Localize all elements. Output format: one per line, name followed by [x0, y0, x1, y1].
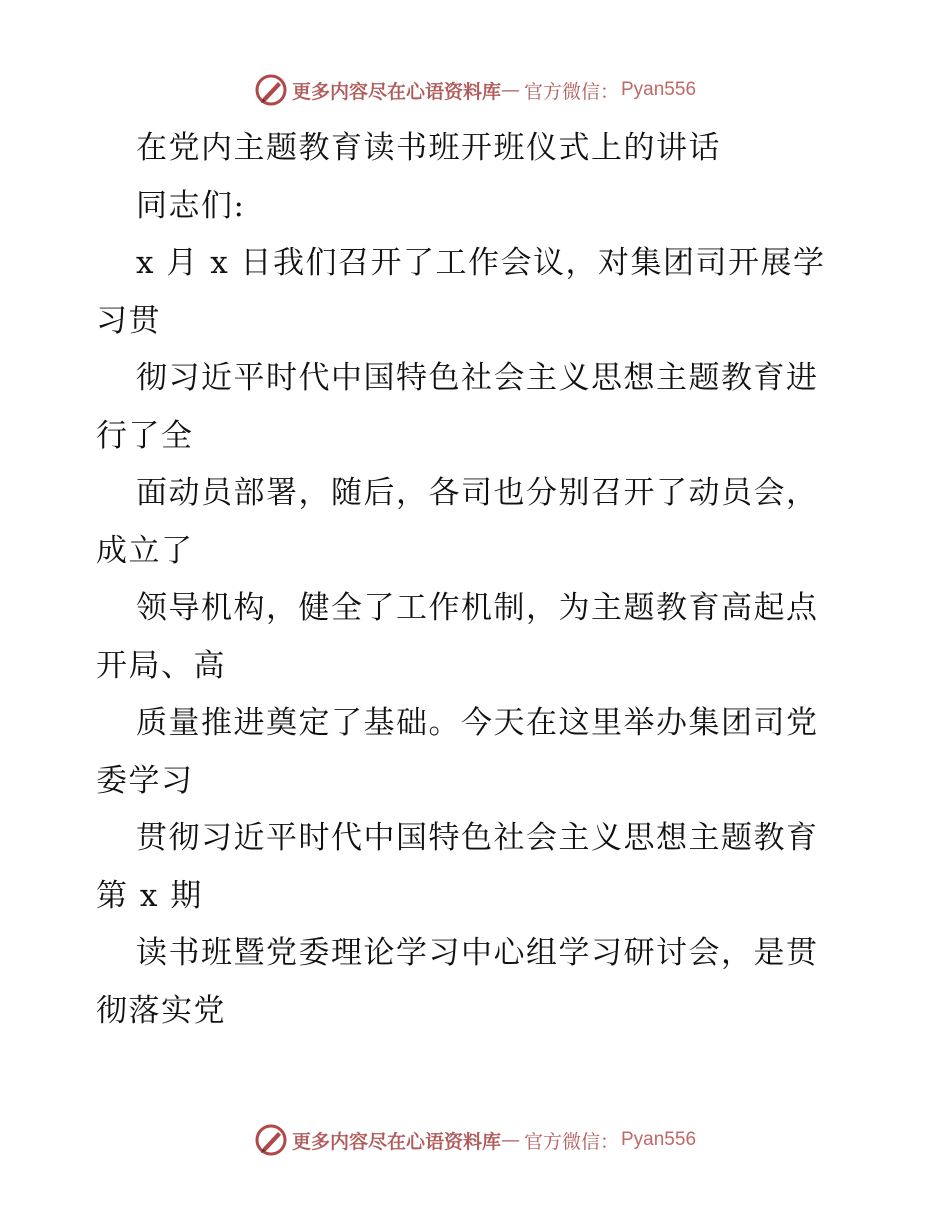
banner-wechat-id: Pyan556 [621, 1129, 697, 1150]
paragraph-line: 贯彻习近平时代中国特色社会主义思想主题教育 [136, 820, 819, 856]
paragraph-line: 领导机构，健全了工作机制，为主题教育高起点 [136, 590, 819, 626]
header-banner [0, 70, 950, 110]
paragraph-line: 彻习近平时代中国特色社会主义思想主题教育进 [136, 360, 819, 396]
paragraph-line: 成立了 [96, 532, 194, 569]
banner-wechat-label: 官方微信： [523, 80, 619, 103]
document-body [96, 120, 856, 1040]
paragraph-line: 第 x 期 [96, 877, 203, 914]
salutation: 同志们: [136, 187, 246, 224]
footer-banner [0, 1120, 950, 1160]
paragraph-line: x 月 x 日我们召开了工作会议，对集团司开展学 [136, 245, 826, 281]
paragraph-line: 质量推进奠定了基础。今天在这里举办集团司党 [136, 705, 819, 741]
paragraph-line: 开局、高 [96, 647, 226, 684]
paragraph-line: 委学习 [96, 762, 194, 799]
paragraph-line: 习贯 [96, 302, 161, 339]
banner-wechat-id: Pyan556 [621, 79, 697, 100]
paragraph-line: 彻落实党 [96, 992, 226, 1029]
banner-dash: — [500, 1129, 520, 1151]
pen-logo-icon [254, 1123, 288, 1157]
banner-wechat-label: 官方微信： [523, 1130, 619, 1153]
banner-dash: — [500, 79, 520, 101]
pen-logo-icon [254, 73, 288, 107]
document-title: 在党内主题教育读书班开班仪式上的讲话 [136, 130, 721, 166]
paragraph-line: 行了全 [96, 417, 194, 454]
banner-main-text: 更多内容尽在心语资料库 [291, 1130, 501, 1153]
paragraph-line: 面动员部署，随后，各司也分别召开了动员会， [136, 475, 819, 511]
banner-main-text: 更多内容尽在心语资料库 [291, 80, 501, 103]
paragraph-line: 读书班暨党委理论学习中心组学习研讨会，是贯 [136, 935, 819, 971]
